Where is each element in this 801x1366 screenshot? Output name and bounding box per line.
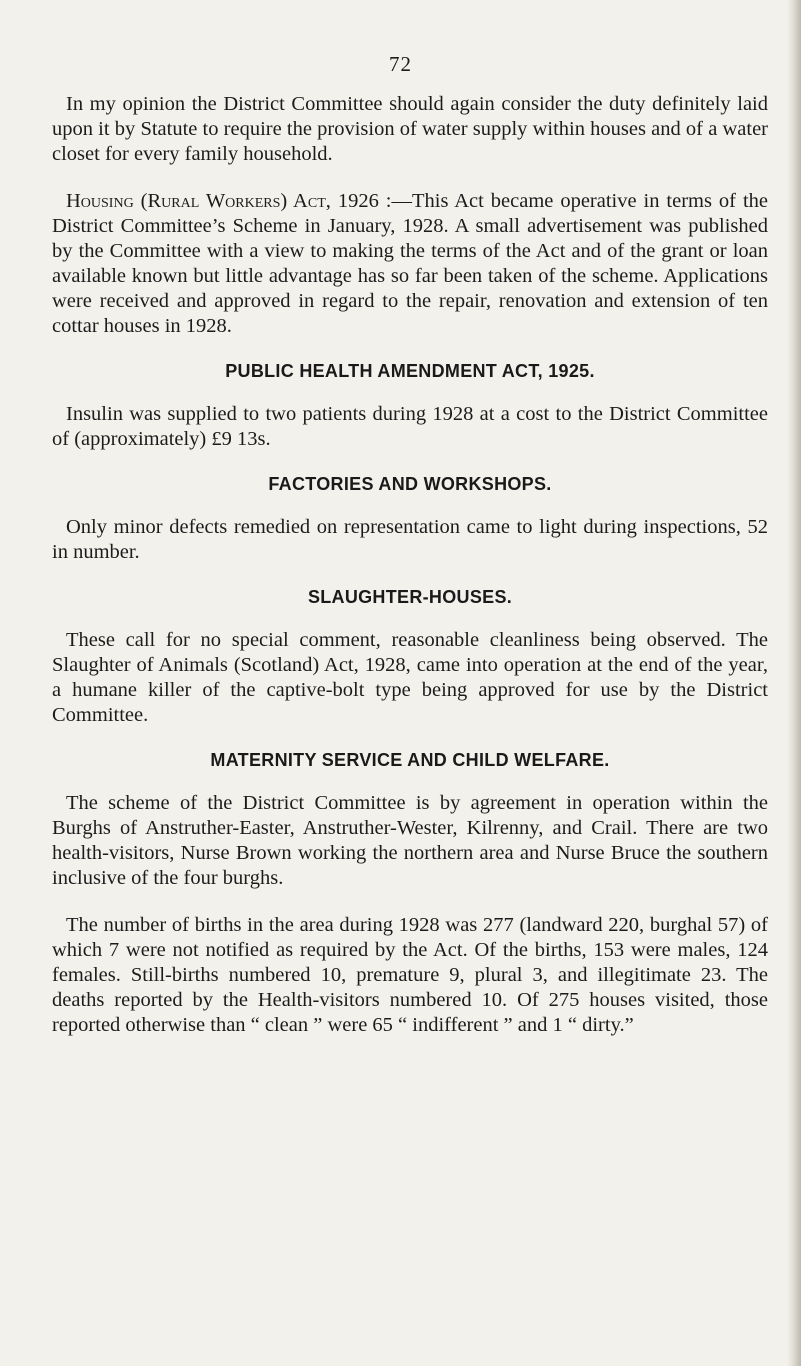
page-edge-shadow (787, 0, 801, 1366)
paragraph-insulin: Insulin was supplied to two patients during 1928 at a cost to the District Committee of (approximately) £9 13s. (52, 403, 768, 450)
paragraph-factories: Only minor defects remedied on representation came to light during inspections, 52 in number. (52, 516, 768, 563)
paragraph-water-supply: In my opinion the District Committee should again consider the duty definitely laid upon it by Statute to require the provision of water supply within houses and of a water closet for every family household. (52, 93, 768, 165)
paragraph-slaughter-houses: These call for no special comment, reasonable cleanliness being observed. The Slaughter of Animals (Scotland) Act, 1928, came into operation at the end of the year, a humane killer of the captive-bolt type being approved for use by the District Committee. (52, 629, 768, 726)
page-number: 72 (389, 52, 412, 76)
section-heading-slaughter-houses: SLAUGHTER-HOUSES. (307, 587, 513, 607)
housing-act-text: :—This Act became operative in terms of the District Committee’s Scheme in January, 1928. A small advertisement was published by the Committee with a view to making the terms of the Act and of the grant or loan available known but little advantage has so far been taken of the scheme. Applications were received and approved in regard to the repair, renovation and extension of ten cottar houses in 1928. (52, 190, 768, 337)
paragraph-maternity-scheme: The scheme of the District Committee is by agreement in operation within the Burghs of Anstruther-Easter, Anstruther-Wester, Kilrenny, and Crail. There are two health-visitors, Nurse Brown working the northern area and Nurse Bruce the southern inclusive of the four burghs. (52, 792, 768, 889)
housing-act-heading: Housing (Rural Workers) Act, 1926 (66, 190, 379, 212)
section-heading-public-health: PUBLIC HEALTH AMENDMENT ACT, 1925. (225, 361, 595, 381)
paragraph-births: The number of births in the area during 1928 was 277 (landward 220, burghal 57) of which 7 were not notified as required by the Act. Of the births, 153 were males, 124 females. Still-births numbered 10, premature 9, plural 3, and illegitimate 23. The deaths reported by the Health-visitors numbered 10. Of 275 houses visited, those reported otherwise than “ clean ” were 65 “ indifferent ” and 1 “ dirty.” (52, 914, 768, 1036)
section-heading-factories: FACTORIES AND WORKSHOPS. (268, 474, 552, 494)
section-heading-maternity: MATERNITY SERVICE AND CHILD WELFARE. (210, 750, 610, 770)
paragraph-housing-act (52, 189, 768, 339)
document-body (52, 92, 768, 1060)
